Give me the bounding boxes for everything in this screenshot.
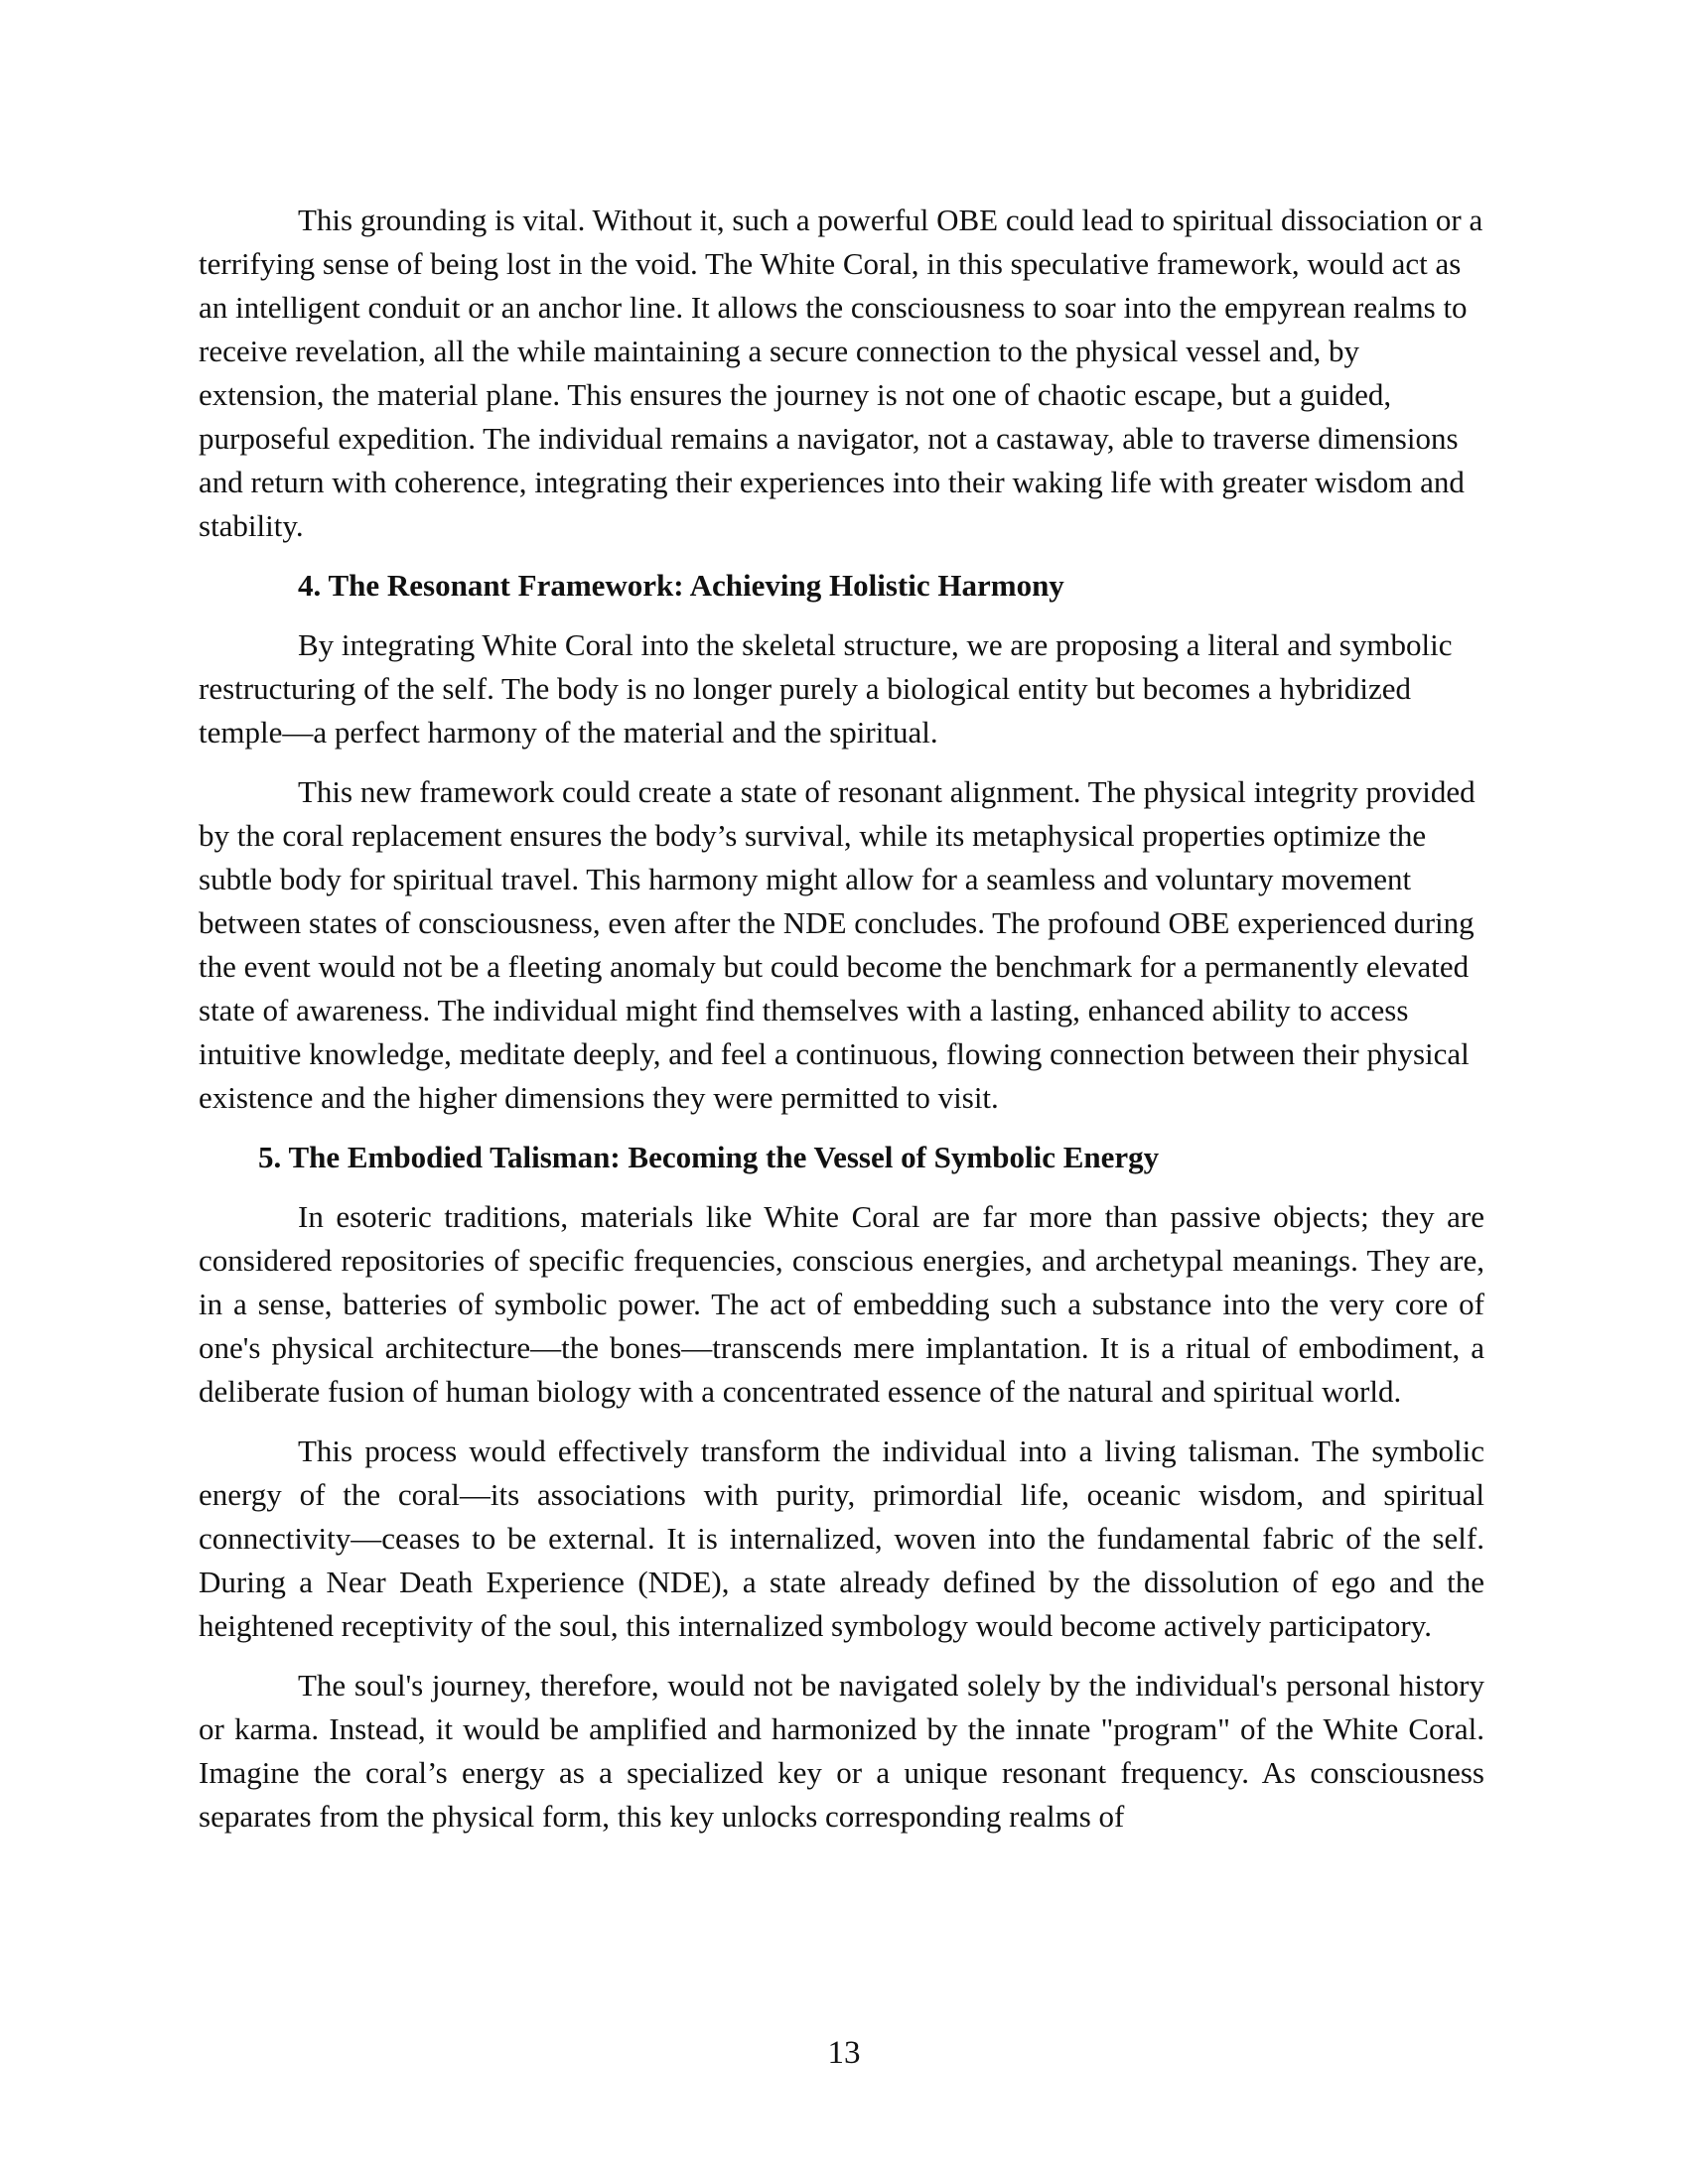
paragraph-grounding: This grounding is vital. Without it, such a powerful OBE could lead to spiritual dissociation or a terrifying sense of being lost in the void. The White Coral, in this speculative framework, would act as an intelligent conduit or an anchor line. It allows the consciousness to soar into the empyrean realms to receive revelation, all the while maintaining a secure connection to the physical vessel and, by extension, the material plane. This ensures the journey is not one of chaotic escape, but a guided, purposeful expedition. The individual remains a navigator, not a castaway, able to traverse dimensions and return with coherence, integrating their experiences into their waking life with greater wisdom and stability.: [199, 203, 1483, 543]
section-heading-resonant-framework: 4. The Resonant Framework: Achieving Holistic Harmony: [298, 568, 1064, 603]
paragraph-soul-journey: The soul's journey, therefore, would not be navigated solely by the individual's personal history or karma. Instead, it would be amplified and harmonized by the innate "program" of the White Coral. Imagine the coral’s energy as a specialized key or a unique resonant frequency. As consciousness separates from the physical form, this key unlocks corresponding realms of: [199, 1668, 1484, 1834]
document-page: [199, 199, 1484, 1854]
page-number: 13: [827, 2035, 861, 2071]
paragraph-living-talisman: This process would effectively transform the individual into a living talisman. The symbolic energy of the coral—its associations with purity, primordial life, oceanic wisdom, and spiritual connectivity—ceases to be external. It is internalized, woven into the fundamental fabric of the self. During a Near Death Experience (NDE), a state already defined by the dissolution of ego and the heightened receptivity of the soul, this internalized symbology would become actively participatory.: [199, 1433, 1484, 1643]
paragraph-esoteric-traditions: In esoteric traditions, materials like White Coral are far more than passive objects; they are considered repositories of specific frequencies, conscious energies, and archetypal meanings. They are, in a sense, batteries of symbolic power. The act of embedding such a substance into the very core of one's physical architecture—the bones—transcends mere implantation. It is a ritual of embodiment, a deliberate fusion of human biology with a concentrated essence of the natural and spiritual world.: [199, 1199, 1484, 1409]
paragraph-resonant-alignment: This new framework could create a state of resonant alignment. The physical integrity provided by the coral replacement ensures the body’s survival, while its metaphysical properties optimize the subtle body for spiritual travel. This harmony might allow for a seamless and voluntary movement between states of consciousness, even after the NDE concludes. The profound OBE experienced during the event would not be a fleeting anomaly but could become the benchmark for a permanently elevated state of awareness. The individual might find themselves with a lasting, enhanced ability to access intuitive knowledge, meditate deeply, and feel a continuous, flowing connection between their physical existence and the higher dimensions they were permitted to visit.: [199, 774, 1476, 1115]
paragraph-integrating-coral: By integrating White Coral into the skeletal structure, we are proposing a literal and symbolic restructuring of the self. The body is no longer purely a biological entity but becomes a hybridized temple—a perfect harmony of the material and the spiritual.: [199, 627, 1453, 750]
section-heading-embodied-talisman: 5. The Embodied Talisman: Becoming the Vessel of Symbolic Energy: [258, 1140, 1160, 1174]
